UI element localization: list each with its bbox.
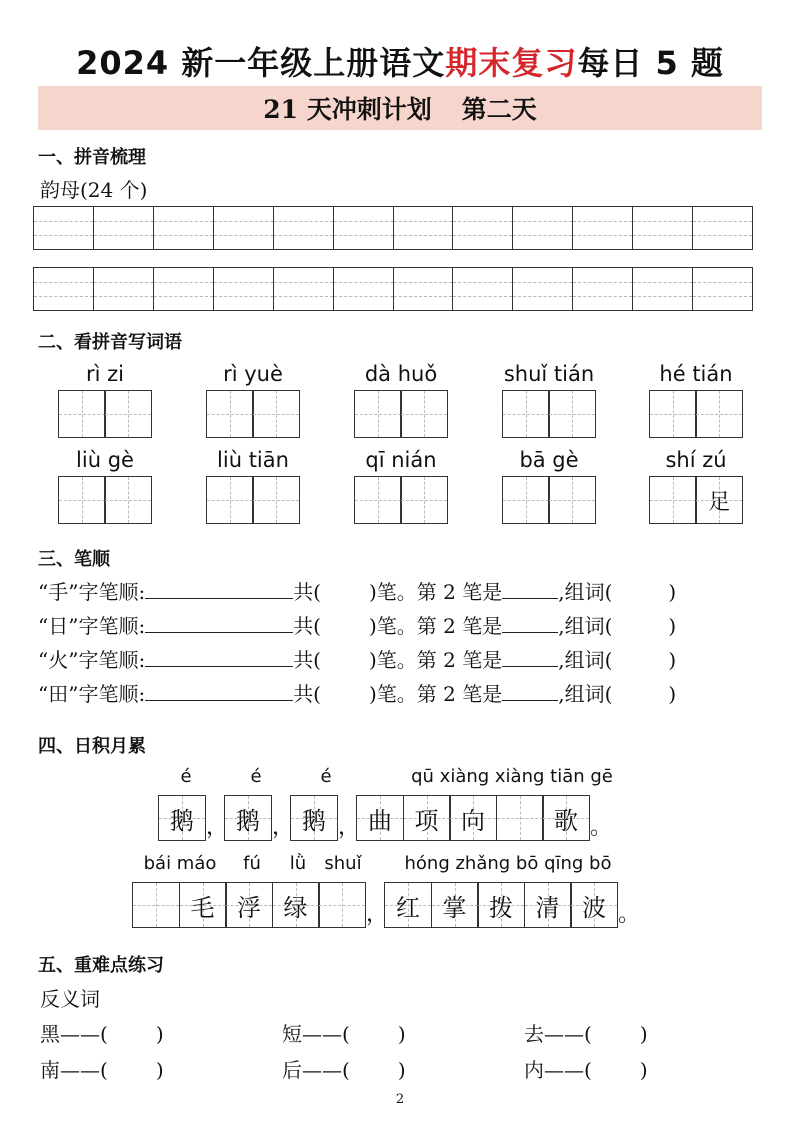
tianzige-group — [224, 795, 272, 841]
word-item — [203, 360, 303, 438]
tianzige-box[interactable] — [649, 390, 697, 438]
box-char: 曲 — [368, 806, 392, 835]
punctuation: ， — [206, 815, 229, 840]
title-part1: 2024 新一年级上册语文 — [76, 44, 446, 82]
punctuation: ， — [366, 902, 389, 927]
antonym-word: 南——( — [40, 1058, 108, 1082]
second-stroke-blank[interactable] — [502, 598, 558, 599]
poem-pinyin: hóng zhǎng bō qīng bō — [404, 853, 612, 874]
punctuation: 。 — [590, 815, 613, 840]
box-char: 波 — [582, 893, 606, 922]
tianzige-box[interactable] — [272, 882, 320, 928]
close-paren: ) — [668, 580, 677, 604]
writing-cell[interactable] — [154, 268, 214, 310]
tianzige-box[interactable] — [548, 476, 596, 524]
section-3-heading: 三、笔顺 — [38, 549, 110, 570]
tianzige-box[interactable] — [224, 795, 272, 841]
tianzige-group — [499, 476, 599, 524]
close-paren: ) — [397, 1022, 406, 1046]
antonym-item — [40, 1054, 164, 1083]
second-stroke-blank[interactable] — [502, 666, 558, 667]
second-stroke-label: )笔。第 2 笔是 — [369, 648, 503, 672]
close-paren: ) — [397, 1058, 406, 1082]
tianzige-group — [132, 882, 366, 928]
writing-cell[interactable] — [394, 268, 454, 310]
tianzige-box[interactable] — [104, 390, 152, 438]
tianzige-group — [203, 476, 303, 524]
tianzige-box[interactable] — [400, 390, 448, 438]
gong-label: 共( — [293, 580, 321, 604]
tianzige-box[interactable] — [570, 882, 618, 928]
zuci-label: ,组词( — [558, 682, 613, 706]
tianzige-box[interactable] — [502, 476, 550, 524]
tianzige-box[interactable] — [695, 390, 743, 438]
stroke-order-blank[interactable] — [145, 598, 293, 599]
tianzige-box[interactable] — [206, 476, 254, 524]
page-title — [0, 38, 800, 84]
antonym-item — [282, 1054, 406, 1083]
tianzige-group — [203, 390, 303, 438]
box-char: 清 — [535, 893, 560, 922]
tianzige-box[interactable] — [252, 390, 300, 438]
punctuation: ， — [338, 815, 361, 840]
tianzige-group — [646, 390, 746, 438]
box-char: 歌 — [554, 806, 578, 835]
gong-label: 共( — [293, 682, 321, 706]
word-pinyin: rì zi — [85, 362, 124, 386]
close-paren: ) — [668, 614, 677, 638]
stroke-order-line — [38, 576, 676, 605]
antonym-word: 后——( — [282, 1058, 350, 1082]
word-pinyin: bā gè — [519, 448, 579, 472]
close-paren: ) — [668, 648, 677, 672]
antonym-item — [524, 1018, 648, 1047]
tianzige-box[interactable] — [400, 476, 448, 524]
stroke-order-blank[interactable] — [145, 700, 293, 701]
zuci-label: ,组词( — [558, 648, 613, 672]
writing-cell[interactable] — [94, 268, 154, 310]
section-4-heading: 四、日积月累 — [38, 736, 146, 757]
writing-cell[interactable] — [334, 268, 394, 310]
box-char: 红 — [396, 893, 420, 922]
stroke-prefix: “火”字笔顺: — [38, 648, 146, 672]
word-item — [203, 446, 303, 524]
word-item — [499, 360, 599, 438]
stroke-prefix: “手”字笔顺: — [38, 580, 146, 604]
tianzige-group — [356, 795, 590, 841]
poem-pinyin: fú — [243, 853, 261, 874]
stroke-order-line — [38, 644, 676, 673]
tianzige-box[interactable] — [356, 795, 404, 841]
tianzige-box[interactable] — [524, 882, 572, 928]
section-1-subheading: 韵母(24 个) — [40, 178, 148, 202]
word-pinyin: shí zú — [665, 448, 727, 472]
poem-line-2 — [132, 882, 641, 928]
tianzige-box[interactable] — [132, 882, 180, 928]
writing-cell[interactable] — [633, 207, 693, 249]
tianzige-box[interactable] — [548, 390, 596, 438]
writing-cell[interactable] — [573, 268, 633, 310]
close-paren: ) — [155, 1058, 164, 1082]
writing-cell[interactable] — [94, 207, 154, 249]
close-paren: ) — [639, 1058, 648, 1082]
second-stroke-label: )笔。第 2 笔是 — [369, 580, 503, 604]
tianzige-box[interactable] — [542, 795, 590, 841]
box-char: 浮 — [237, 893, 261, 922]
poem-pinyin: bái máo — [143, 853, 217, 874]
writing-cell[interactable] — [274, 268, 334, 310]
section-2-heading: 二、看拼音写词语 — [38, 332, 182, 353]
stroke-prefix: “日”字笔顺: — [38, 614, 146, 638]
box-char: 项 — [414, 806, 439, 835]
writing-cell[interactable] — [214, 268, 274, 310]
writing-row-1[interactable] — [33, 206, 753, 250]
tianzige-box[interactable] — [179, 882, 227, 928]
writing-cell[interactable] — [513, 207, 573, 249]
antonym-word: 内——( — [524, 1058, 592, 1082]
tianzige-box[interactable] — [695, 476, 743, 524]
tianzige-box[interactable] — [496, 795, 544, 841]
writing-cell[interactable] — [394, 207, 454, 249]
tianzige-box[interactable] — [354, 476, 402, 524]
box-char: 鹅 — [170, 806, 194, 835]
writing-cell[interactable] — [334, 207, 394, 249]
writing-cell[interactable] — [154, 207, 214, 249]
stroke-order-blank[interactable] — [145, 666, 293, 667]
zuci-label: ,组词( — [558, 580, 613, 604]
close-paren: ) — [668, 682, 677, 706]
tianzige-box[interactable] — [290, 795, 338, 841]
writing-cell[interactable] — [34, 268, 94, 310]
word-item — [646, 446, 746, 524]
box-char: 拨 — [489, 893, 513, 922]
second-stroke-blank[interactable] — [502, 700, 558, 701]
tianzige-box[interactable] — [58, 476, 106, 524]
box-char: 毛 — [190, 893, 215, 922]
word-pinyin: qī nián — [365, 448, 437, 472]
title-highlight: 期末复习 — [445, 44, 578, 82]
word-pinyin: liù gè — [76, 448, 134, 472]
word-item — [55, 446, 155, 524]
tianzige-box[interactable] — [158, 795, 206, 841]
word-pinyin: liù tiān — [217, 448, 289, 472]
writing-cell[interactable] — [274, 207, 334, 249]
tianzige-group — [290, 795, 338, 841]
tianzige-box[interactable] — [384, 882, 432, 928]
section-1-heading: 一、拼音梳理 — [38, 147, 146, 168]
poem-pinyin: é — [320, 766, 332, 787]
antonym-word: 去——( — [524, 1022, 592, 1046]
tianzige-group — [158, 795, 206, 841]
writing-cell[interactable] — [693, 268, 752, 310]
gong-label: 共( — [293, 648, 321, 672]
tianzige-group — [646, 476, 746, 524]
poem-pinyin: é — [180, 766, 192, 787]
tianzige-group — [384, 882, 618, 928]
writing-cell[interactable] — [693, 207, 752, 249]
stroke-order-line — [38, 678, 676, 707]
box-char: 鹅 — [236, 806, 260, 835]
tianzige-group — [499, 390, 599, 438]
punctuation: 。 — [618, 902, 641, 927]
tianzige-box[interactable] — [318, 882, 366, 928]
box-char: 足 — [708, 489, 731, 515]
title-part2: 每日 5 题 — [577, 44, 724, 82]
close-paren: ) — [155, 1022, 164, 1046]
tianzige-box[interactable] — [502, 390, 550, 438]
word-pinyin: shuǐ tián — [503, 362, 595, 386]
tianzige-box[interactable] — [252, 476, 300, 524]
second-stroke-label: )笔。第 2 笔是 — [369, 682, 503, 706]
second-stroke-blank[interactable] — [502, 632, 558, 633]
tianzige-box[interactable] — [225, 882, 273, 928]
zuci-label: ,组词( — [558, 614, 613, 638]
tianzige-box[interactable] — [206, 390, 254, 438]
writing-row-2[interactable] — [33, 267, 753, 311]
punctuation: ， — [272, 815, 295, 840]
tianzige-box[interactable] — [104, 476, 152, 524]
tianzige-group — [55, 476, 155, 524]
section-5-subheading: 反义词 — [40, 987, 100, 1011]
word-item — [646, 360, 746, 438]
tianzige-group — [55, 390, 155, 438]
stroke-prefix: “田”字笔顺: — [38, 682, 146, 706]
close-paren: ) — [639, 1022, 648, 1046]
word-pinyin: dà huǒ — [364, 362, 438, 386]
word-pinyin: rì yuè — [223, 362, 283, 386]
box-char: 向 — [461, 806, 485, 835]
stroke-order-blank[interactable] — [145, 632, 293, 633]
writing-cell[interactable] — [453, 207, 513, 249]
tianzige-box[interactable] — [431, 882, 479, 928]
tianzige-box[interactable] — [449, 795, 497, 841]
section-5-heading: 五、重难点练习 — [38, 955, 164, 976]
tianzige-box[interactable] — [58, 390, 106, 438]
poem-pinyin: shuǐ — [324, 853, 362, 874]
tianzige-box[interactable] — [354, 390, 402, 438]
word-item — [351, 360, 451, 438]
tianzige-group — [351, 476, 451, 524]
antonym-item — [282, 1018, 406, 1047]
writing-cell[interactable] — [513, 268, 573, 310]
writing-cell[interactable] — [34, 207, 94, 249]
tianzige-box[interactable] — [649, 476, 697, 524]
tianzige-group — [351, 390, 451, 438]
poem-pinyin: qū xiàng xiàng tiān gē — [411, 766, 613, 787]
banner-day: 第二天 — [461, 95, 537, 124]
gong-label: 共( — [293, 614, 321, 638]
second-stroke-label: )笔。第 2 笔是 — [369, 614, 503, 638]
word-item — [55, 360, 155, 438]
antonym-word: 黑——( — [40, 1022, 108, 1046]
writing-cell[interactable] — [453, 268, 513, 310]
box-char: 鹅 — [302, 806, 326, 835]
antonym-item — [40, 1018, 164, 1047]
writing-cell[interactable] — [633, 268, 693, 310]
writing-cell[interactable] — [214, 207, 274, 249]
tianzige-box[interactable] — [403, 795, 451, 841]
tianzige-box[interactable] — [477, 882, 525, 928]
antonym-word: 短——( — [282, 1022, 350, 1046]
word-item — [351, 446, 451, 524]
poem-pinyin: lǜ — [289, 853, 307, 874]
page-number: 2 — [395, 1092, 405, 1107]
word-item — [499, 446, 599, 524]
box-char: 掌 — [442, 893, 467, 922]
antonym-item — [524, 1054, 648, 1083]
poem-pinyin: é — [250, 766, 262, 787]
box-char: 绿 — [283, 893, 308, 922]
banner-plan: 21 天冲刺计划 — [263, 95, 432, 124]
word-pinyin: hé tián — [659, 362, 733, 386]
writing-cell[interactable] — [573, 207, 633, 249]
stroke-order-line — [38, 610, 676, 639]
poem-line-1 — [158, 795, 613, 841]
plan-banner — [38, 86, 762, 130]
